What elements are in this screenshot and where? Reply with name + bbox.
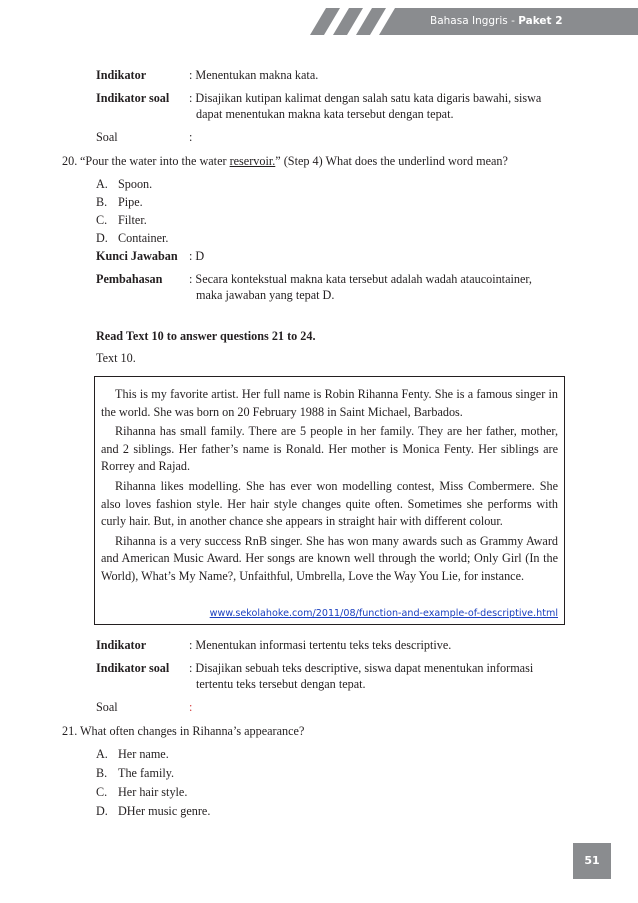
- indikator-soal-label: Indikator soal: [96, 661, 170, 675]
- option-text: Filter.: [118, 213, 147, 227]
- option-letter: D.: [96, 804, 108, 818]
- soal-label: Soal: [96, 130, 118, 144]
- kunci-jawaban-value: : D: [189, 249, 205, 263]
- option-text: Container.: [118, 231, 169, 245]
- option-letter: C.: [96, 213, 108, 227]
- option-text: DHer music genre.: [118, 804, 211, 818]
- option-text: The family.: [118, 766, 175, 780]
- header-stripes-decoration: [300, 8, 420, 35]
- reading-paragraph-3: Rihanna likes modelling. She has ever won modelling contest, Miss Combermere. She also loves fashion style. Her hair style changes quite often. Sometimes she performs with curly hair. But, in another chance she appears in straight hair with different colour.: [101, 478, 558, 529]
- reading-paragraph-2: Rihanna has small family. There are 5 people in her family. They are her father, mother, and 2 siblings. Her father’s name is Ronald. Her mother is Monica Fenty. Her siblings are Rorrey and Rajad.: [101, 424, 558, 474]
- option-letter: D.: [96, 231, 108, 245]
- pembahasan-line1: : Secara kontekstual makna kata tersebut adalah wadah ataucointainer,: [189, 272, 532, 286]
- indikator-soal-line1: : Disajikan kutipan kalimat dengan salah satu kata digaris bawahi, siswa: [189, 91, 542, 105]
- question-20-text-before: “Pour the water into the water: [80, 154, 230, 168]
- text-label: [96, 350, 136, 366]
- question-21-number: 21.: [62, 724, 78, 738]
- option-letter: C.: [96, 785, 108, 799]
- pembahasan-line2: maka jawaban yang tepat D.: [196, 288, 335, 302]
- indikator-soal-line1: : Disajikan sebuah teks descriptive, siswa dapat menentukan informasi: [189, 661, 534, 675]
- option-letter: B.: [96, 766, 108, 780]
- page-header: [300, 8, 638, 35]
- option-letter: B.: [96, 195, 108, 209]
- indikator-soal-line2: dapat menentukan makna kata tersebut dengan tepat.: [196, 107, 454, 121]
- header-subject: Bahasa Inggris -: [430, 15, 519, 27]
- question-20-underlined-word: reservoir.: [229, 154, 276, 168]
- question-20-text: [80, 153, 508, 169]
- soal-label: Soal: [96, 700, 118, 714]
- indikator-soal-label: Indikator soal: [96, 91, 170, 105]
- soal-colon: :: [189, 130, 193, 144]
- indikator-label: Indikator: [96, 638, 147, 652]
- option-text: Her hair style.: [118, 785, 188, 799]
- indikator-value: : Menentukan makna kata.: [189, 68, 319, 82]
- text-label-value: Text 10.: [96, 351, 136, 365]
- indikator-value: : Menentukan informasi tertentu teks teks descriptive.: [189, 638, 452, 652]
- pembahasan-label: Pembahasan: [96, 272, 163, 286]
- question-21-text: What often changes in Rihanna’s appearance?: [80, 724, 305, 738]
- header-title: [418, 8, 638, 35]
- page-number: 51: [573, 843, 611, 879]
- reading-paragraph-4: Rihanna is a very success RnB singer. She has won many awards such as Grammy Award and American Music Award. Her songs are known well through the world; Only Girl (In the World), What’s My Name?, Unfaithful, Umbrella, Love the Way You Lie, for instance.: [101, 533, 558, 583]
- source-link[interactable]: www.sekolahoke.com/2011/08/function-and-example-of-descriptive.html: [209, 608, 558, 619]
- reading-instruction-text: Read Text 10 to answer questions 21 to 24.: [96, 329, 316, 343]
- option-letter: A.: [96, 747, 108, 761]
- indikator-soal-line2: tertentu teks tersebut dengan tepat.: [196, 677, 366, 691]
- indikator-label: Indikator: [96, 68, 147, 82]
- question-20-number: 20.: [62, 154, 78, 168]
- soal-colon: :: [189, 700, 193, 714]
- header-package: Paket 2: [518, 15, 563, 27]
- reading-paragraph-1: This is my favorite artist. Her full name is Robin Rihanna Fenty. She is a famous singer in the world. She was born on 20 February 1988 in Saint Michael, Barbados.: [101, 387, 558, 419]
- option-text: Her name.: [118, 747, 169, 761]
- option-letter: A.: [96, 177, 108, 191]
- kunci-jawaban-label: Kunci Jawaban: [96, 249, 178, 263]
- question-20-text-after: ” (Step 4) What does the underlind word mean?: [275, 154, 508, 168]
- option-text: Pipe.: [118, 195, 143, 209]
- reading-instruction: [96, 328, 316, 344]
- option-text: Spoon.: [118, 177, 153, 191]
- reading-text-box: [94, 376, 565, 625]
